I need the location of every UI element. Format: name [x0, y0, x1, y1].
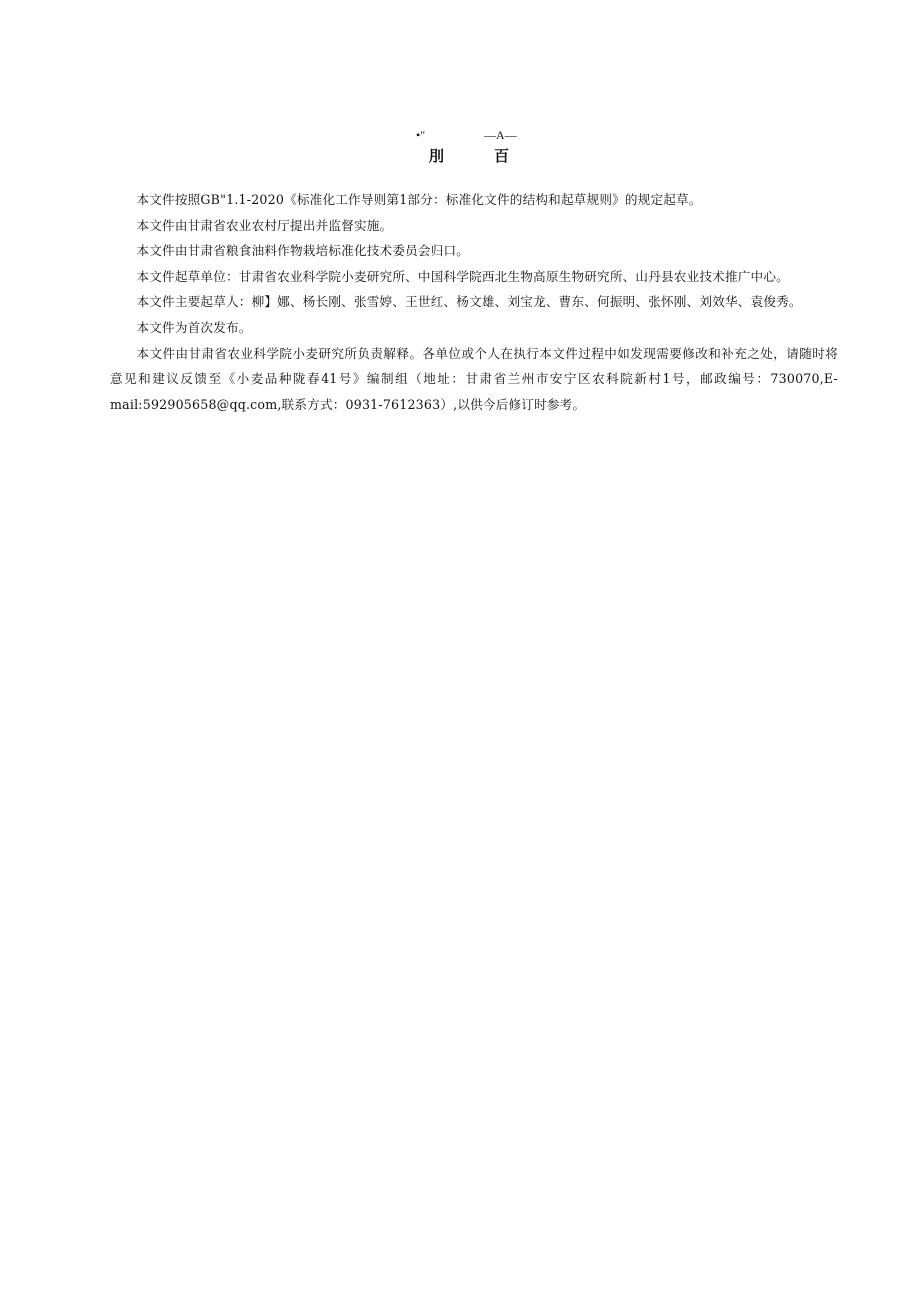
header-mark-right: —A— — [484, 128, 517, 142]
paragraph-committee: 本文件由甘肃省粮食油料作物栽培标准化技术委员会归口。 — [136, 243, 470, 259]
paragraph-drafting-standard: 本文件按照GB"1.1-2020《标准化工作导则第1部分：标准化文件的结构和起草规则》的规定起草。 — [136, 192, 702, 207]
paragraph-drafters: 本文件主要起草人：柳】娜、杨长刚、张雪婷、王世红、杨文雄、刘宝龙、曹东、何振明、张怀刚、刘效华、袁俊秀。 — [136, 294, 802, 310]
paragraph-proposer: 本文件由甘肃省农业农村厅提出并监督实施。 — [136, 217, 393, 233]
paragraph-drafting-units: 本文件起草单位：甘肃省农业科学院小麦研究所、中国科学院西北生物高原生物研究所、山丹县农业技术推广中心。 — [136, 268, 789, 284]
header-mark-left: •" — [416, 128, 426, 142]
paragraph-first-release: 本文件为首次发布。 — [136, 319, 252, 335]
page-title-left: 刖 — [429, 147, 445, 165]
foreword-body — [110, 187, 838, 417]
paragraph-interpretation: 本文件由甘肃省农业科学院小麦研究所负责解释。各单位或个人在执行本文件过程中如发现需要修改和补充之处，请随时将意见和建议反馈至《小麦品种陇春41号》编制组（地址：甘肃省兰州市安宁区农科院新村1号，邮政编号：730070,E-mail:592905658@qq.com,联系方式：0931-7612363）,以供今后修订时参考。 — [110, 345, 838, 412]
header-marks — [0, 127, 920, 143]
page-title-right: 百 — [494, 147, 510, 165]
page-title — [0, 145, 920, 167]
